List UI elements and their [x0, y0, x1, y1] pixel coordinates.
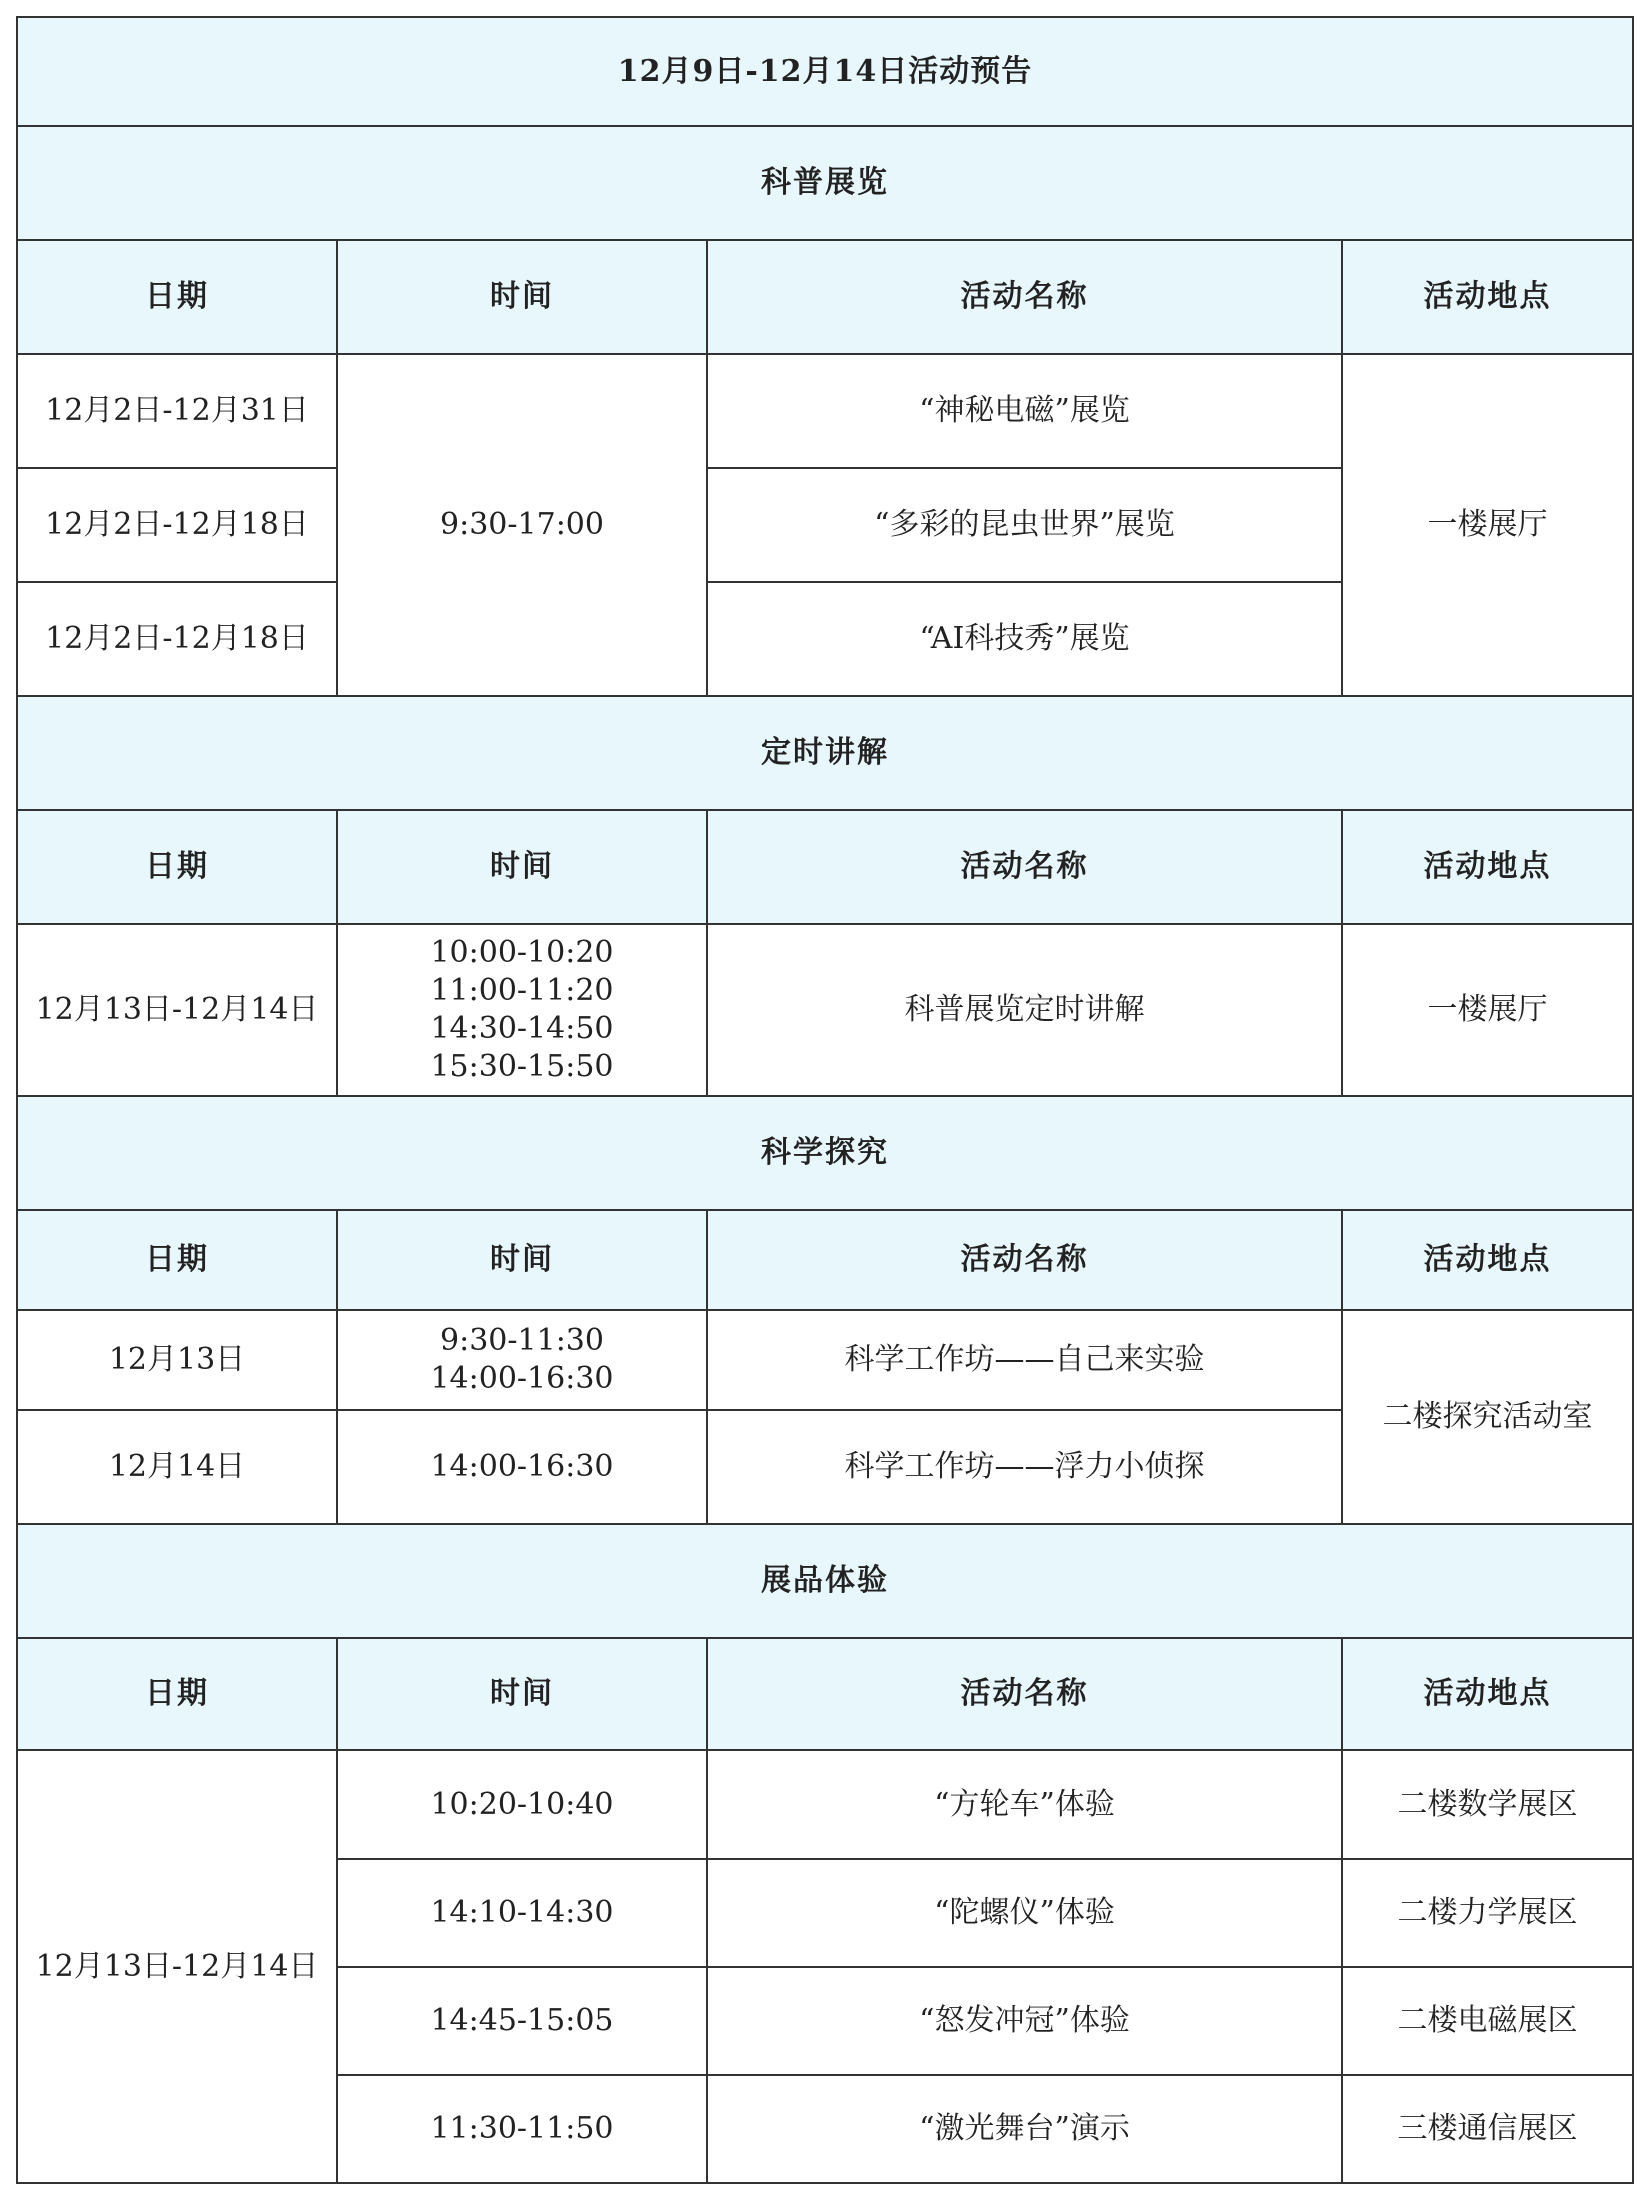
header-name: 活动名称 — [707, 810, 1342, 924]
time-slot: 14:30-14:50 — [430, 1011, 614, 1046]
cell-activity-name: “神秘电磁”展览 — [707, 354, 1342, 468]
cell-date: 12月2日-12月31日 — [17, 354, 337, 468]
cell-activity-name: “激光舞台”演示 — [707, 2075, 1342, 2183]
header-date: 日期 — [17, 1210, 337, 1310]
cell-date: 12月2日-12月18日 — [17, 582, 337, 696]
header-time: 时间 — [337, 1210, 707, 1310]
cell-date: 12月14日 — [17, 1410, 337, 1524]
cell-date: 12月13日-12月14日 — [17, 1750, 337, 2183]
section-title: 展品体验 — [17, 1524, 1633, 1638]
section-title: 科普展览 — [17, 126, 1633, 240]
header-time: 时间 — [337, 240, 707, 354]
cell-place: 二楼力学展区 — [1342, 1859, 1633, 1967]
cell-activity-name: 科普展览定时讲解 — [707, 924, 1342, 1096]
cell-time: 14:00-16:30 — [337, 1410, 707, 1524]
schedule-table — [16, 16, 1634, 2184]
cell-activity-name: 科学工作坊——自己来实验 — [707, 1310, 1342, 1410]
cell-time-list — [337, 1310, 707, 1410]
time-slot: 14:00-16:30 — [430, 1361, 614, 1396]
cell-date: 12月13日-12月14日 — [17, 924, 337, 1096]
cell-time: 11:30-11:50 — [337, 2075, 707, 2183]
header-time: 时间 — [337, 1638, 707, 1750]
section-title: 定时讲解 — [17, 696, 1633, 810]
cell-activity-name: 科学工作坊——浮力小侦探 — [707, 1410, 1342, 1524]
cell-time: 10:20-10:40 — [337, 1750, 707, 1859]
time-slot: 15:30-15:50 — [430, 1049, 614, 1084]
header-place: 活动地点 — [1342, 810, 1633, 924]
page-title: 12月9日-12月14日活动预告 — [17, 17, 1633, 126]
cell-place: 二楼探究活动室 — [1342, 1310, 1633, 1524]
cell-place: 三楼通信展区 — [1342, 2075, 1633, 2183]
cell-time-list — [337, 924, 707, 1096]
section-title: 科学探究 — [17, 1096, 1633, 1210]
header-place: 活动地点 — [1342, 1210, 1633, 1310]
cell-date: 12月13日 — [17, 1310, 337, 1410]
header-date: 日期 — [17, 240, 337, 354]
time-slot: 10:00-10:20 — [430, 935, 614, 970]
header-name: 活动名称 — [707, 1638, 1342, 1750]
header-time: 时间 — [337, 810, 707, 924]
time-slot: 9:30-11:30 — [440, 1323, 604, 1358]
header-date: 日期 — [17, 810, 337, 924]
cell-place: 一楼展厅 — [1342, 354, 1633, 696]
cell-place: 二楼电磁展区 — [1342, 1967, 1633, 2075]
cell-place: 一楼展厅 — [1342, 924, 1633, 1096]
cell-place: 二楼数学展区 — [1342, 1750, 1633, 1859]
cell-activity-name: “陀螺仪”体验 — [707, 1859, 1342, 1967]
cell-time: 14:45-15:05 — [337, 1967, 707, 2075]
header-place: 活动地点 — [1342, 1638, 1633, 1750]
header-date: 日期 — [17, 1638, 337, 1750]
cell-activity-name: “多彩的昆虫世界”展览 — [707, 468, 1342, 582]
header-name: 活动名称 — [707, 1210, 1342, 1310]
header-name: 活动名称 — [707, 240, 1342, 354]
cell-date: 12月2日-12月18日 — [17, 468, 337, 582]
time-slot: 11:00-11:20 — [430, 973, 614, 1008]
cell-activity-name: “AI科技秀”展览 — [707, 582, 1342, 696]
header-place: 活动地点 — [1342, 240, 1633, 354]
cell-activity-name: “方轮车”体验 — [707, 1750, 1342, 1859]
cell-activity-name: “怒发冲冠”体验 — [707, 1967, 1342, 2075]
cell-time: 9:30-17:00 — [337, 354, 707, 696]
cell-time: 14:10-14:30 — [337, 1859, 707, 1967]
